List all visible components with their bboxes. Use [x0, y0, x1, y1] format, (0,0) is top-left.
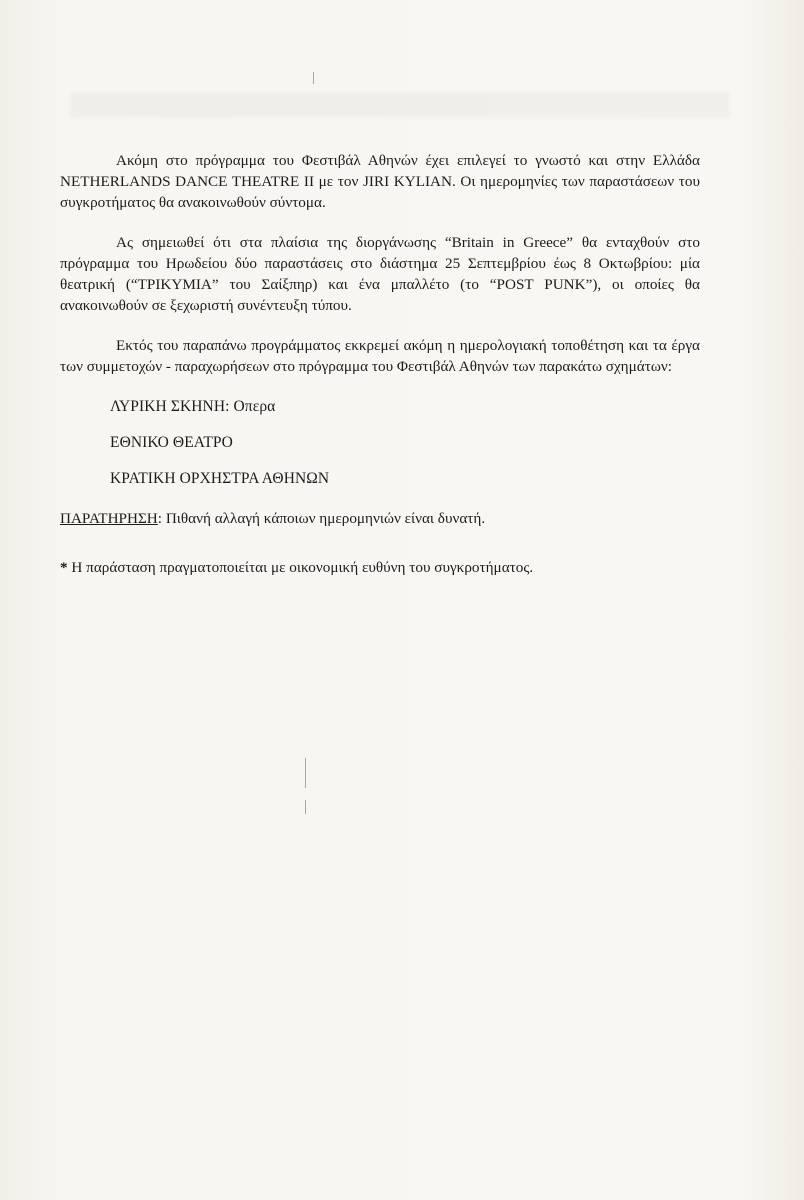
paragraph: Ας σημειωθεί ότι στα πλαίσια της διοργάνωσης “Britain in Greece” θα ενταχθούν στο πρόγραμμα του Ηρωδείου δύο παραστάσεις στο διάστημα 25 Σεπτεμβρίου έως 8 Οκτωβρίου: μία θεατρική (“ΤΡΙΚΥΜΙΑ” του Σαίξπηρ) και ένα μπαλλέτο (το “POST PUNK”), οι οποίες θα ανακοινωθούν σε ξεχωριστή συνέντευξη τύπου. — [60, 234, 700, 314]
organization-item: ΕΘΝΙΚΟ ΘΕΑΤΡΟ — [110, 434, 233, 451]
note — [60, 508, 700, 529]
footnote-text: Η παράσταση πραγματοποιείται με οικονομική ευθύνη του συγκροτήματος. — [67, 559, 534, 576]
organization-item: ΚΡΑΤΙΚΗ ΟΡΧΗΣΤΡΑ ΑΘΗΝΩΝ — [110, 470, 330, 487]
show-through-bar — [70, 92, 730, 118]
footnote — [60, 557, 700, 578]
page-mark — [313, 72, 314, 84]
note-label: ΠΑΡΑΤΗΡΗΣΗ — [60, 510, 158, 527]
paragraph: Ακόμη στο πρόγραμμα του Φεστιβάλ Αθηνών έχει επιλεγεί το γνωστό και στην Ελλάδα NETHERLANDS DANCE THEATRE II με τον JIRI KYLIAN. Οι ημερομηνίες των παραστάσεων του συγκροτήματος θα ανακοινωθούν σύντομα. — [60, 152, 700, 211]
note-separator: : — [157, 510, 163, 527]
note-text: Πιθανή αλλαγή κάποιων ημερομηνιών είναι δυνατή. — [162, 510, 486, 527]
document-body — [60, 150, 700, 578]
footnote-marker: * — [60, 559, 68, 576]
page-mark — [305, 758, 306, 788]
paragraph: Εκτός του παραπάνω προγράμματος εκκρεμεί ακόμη η ημερολογιακή τοποθέτηση και τα έργα των συμμετοχών - παραχωρήσεων στο πρόγραμμα του Φεστιβάλ Αθηνών των παρακάτω σχημάτων: — [60, 337, 700, 375]
page-mark — [305, 800, 306, 814]
organization-item: ΛΥΡΙΚΗ ΣΚΗΝΗ: Οπερα — [110, 398, 276, 415]
